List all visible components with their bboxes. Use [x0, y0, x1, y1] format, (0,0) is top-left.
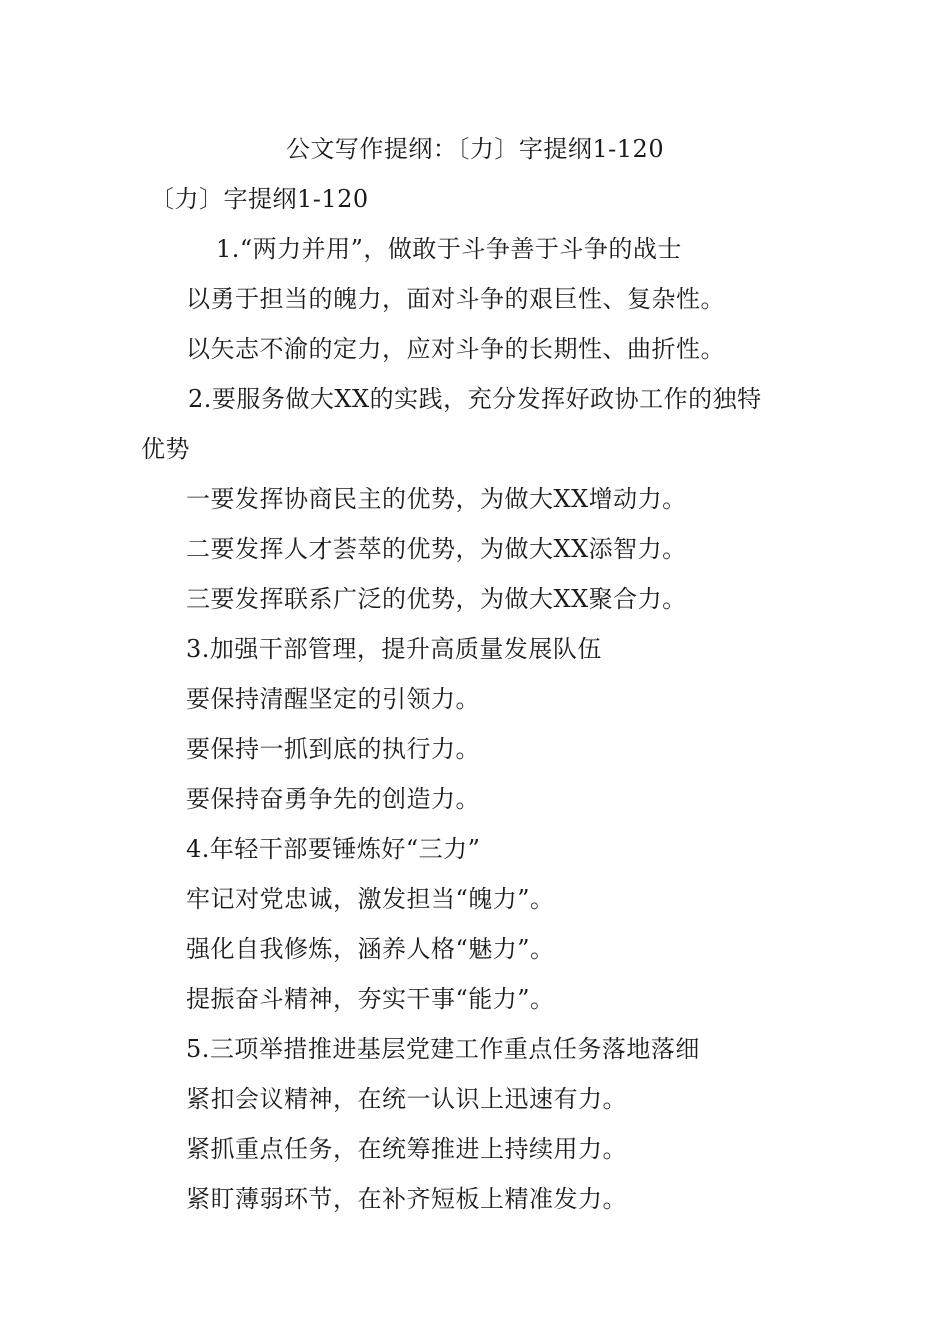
section-3-item-2: 要保持一抓到底的执行力。	[186, 735, 480, 763]
section-5-heading: 5.三项举措推进基层党建工作重点任务落地落细	[186, 1035, 700, 1063]
section-4-item-3: 提振奋斗精神，夯实干事“能力”。	[186, 985, 555, 1013]
section-2-item-1: 一要发挥协商民主的优势，为做大XX增动力。	[186, 485, 687, 513]
section-1-item-2: 以矢志不渝的定力，应对斗争的长期性、曲折性。	[186, 335, 725, 363]
section-5-item-2: 紧抓重点任务，在统筹推进上持续用力。	[186, 1135, 627, 1163]
section-4-heading: 4.年轻干部要锤炼好“三力”	[186, 835, 481, 863]
section-1-heading: 1.“两力并用”，做敢于斗争善于斗争的战士	[216, 235, 682, 263]
section-3-heading: 3.加强干部管理，提升高质量发展队伍	[186, 635, 602, 663]
section-5-item-1: 紧扣会议精神，在统一认识上迅速有力。	[186, 1085, 627, 1113]
document-title: 公文写作提纲：〔力〕字提纲1-120	[285, 135, 665, 163]
section-2-item-3: 三要发挥联系广泛的优势，为做大XX聚合力。	[186, 585, 687, 613]
section-2-item-2: 二要发挥人才荟萃的优势，为做大XX添智力。	[186, 535, 687, 563]
section-4-item-2: 强化自我修炼，涵养人格“魅力”。	[186, 935, 555, 963]
section-4-item-1: 牢记对党忠诚，激发担当“魄力”。	[186, 885, 555, 913]
document-subtitle: 〔力〕字提纲1-120	[150, 185, 369, 213]
section-5-item-3: 紧盯薄弱环节，在补齐短板上精准发力。	[186, 1185, 627, 1213]
section-1-item-1: 以勇于担当的魄力，面对斗争的艰巨性、复杂性。	[186, 285, 725, 313]
section-3-item-3: 要保持奋勇争先的创造力。	[186, 785, 480, 813]
section-2-heading-line-2: 优势	[141, 435, 190, 463]
section-3-item-1: 要保持清醒坚定的引领力。	[186, 685, 480, 713]
section-2-heading-line-1: 2.要服务做大XX的实践，充分发挥好政协工作的独特	[188, 385, 762, 413]
